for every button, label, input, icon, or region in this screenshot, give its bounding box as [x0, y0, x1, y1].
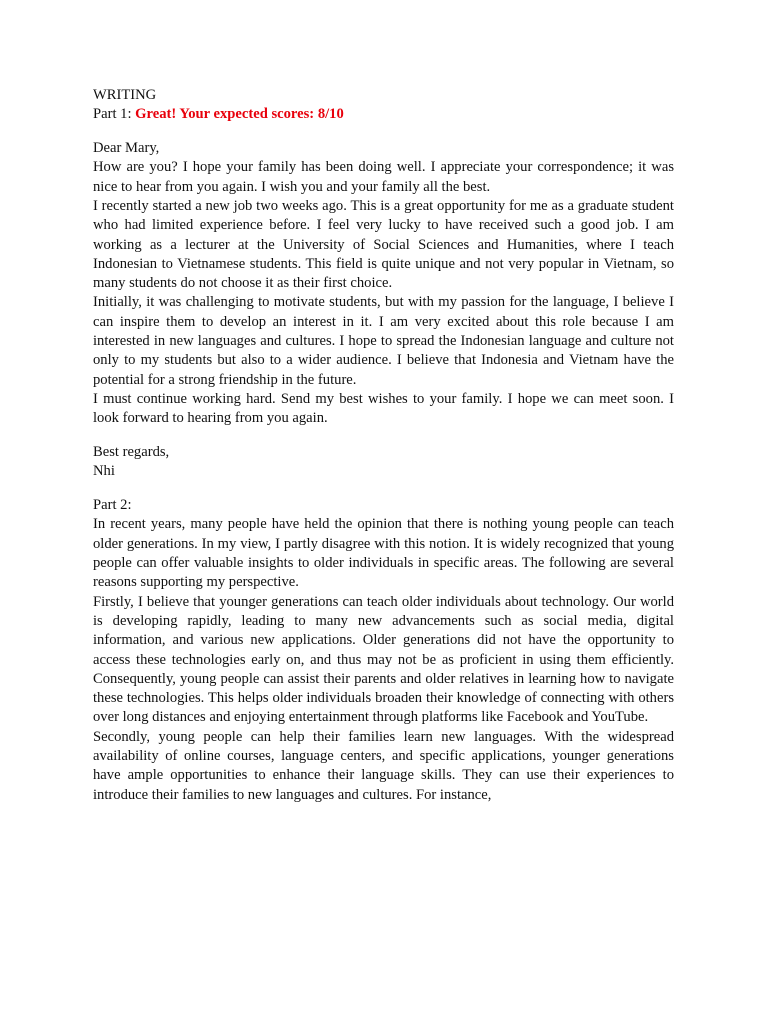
document-heading: WRITING	[93, 87, 157, 103]
essay-paragraph: Secondly, young people can help their families learn new languages. With the widespread availability of online courses, language centers, and specific applications, younger generations have ample opportunities to enhance their language skills. They can use their experiences to introduce their families to new languages and cultures. For instance,	[93, 728, 674, 803]
letter-salutation: Dear Mary,	[93, 140, 160, 157]
letter-closing: Best regards,	[93, 444, 170, 461]
expected-score: Great! Your expected scores: 8/10	[135, 106, 344, 123]
essay-paragraph: Firstly, I believe that younger generations can teach older individuals about technology. Our world is developing rapidly, leading to many new advancements such as social media, digital information, and various new applications. Older generations did not have the opportunity to access these technologies early on, and thus may not be as proficient in using them efficiently. Consequently, young people can assist their parents and older relatives in learning how to navigate these technologies. This helps older individuals broaden their knowledge of connecting with others over long distances and enjoying entertainment through platforms like Facebook and YouTube.	[93, 593, 674, 726]
essay-paragraph: In recent years, many people have held the opinion that there is nothing young people can teach older generations. In my view, I partly disagree with this notion. It is widely recognized that young people can offer valuable insights to older individuals in specific areas. The following are several reasons supporting my perspective.	[93, 516, 674, 591]
letter-signature: Nhi	[93, 463, 115, 480]
document-page	[93, 86, 674, 805]
letter-paragraph: Initially, it was challenging to motivate students, but with my passion for the language, I believe I can inspire them to develop an interest in it. I am very excited about this role because I am interested in new languages and cultures. I hope to spread the Indonesian language and culture not only to my students but also to a wider audience. I believe that Indonesia and Vietnam have the potential for a strong friendship in the future.	[93, 294, 674, 388]
letter-paragraph: I recently started a new job two weeks ago. This is a great opportunity for me as a graduate student who had limited experience before. I feel very lucky to have received such a good job. I am working as a lecturer at the University of Social Sciences and Humanities, where I teach Indonesian to Vietnamese students. This field is quite unique and not very popular in Vietnam, so many students do not choose it as their first choice.	[93, 197, 674, 292]
letter-paragraph: How are you? I hope your family has been doing well. I appreciate your correspondence; it was nice to hear from you again. I wish you and your family all the best.	[93, 159, 674, 195]
part1-label: Part 1:	[93, 106, 136, 123]
letter-paragraph: I must continue working hard. Send my best wishes to your family. I hope we can meet soon. I look forward to hearing from you again.	[93, 390, 674, 427]
part1-header	[93, 105, 674, 124]
part2-label: Part 2:	[93, 497, 132, 514]
